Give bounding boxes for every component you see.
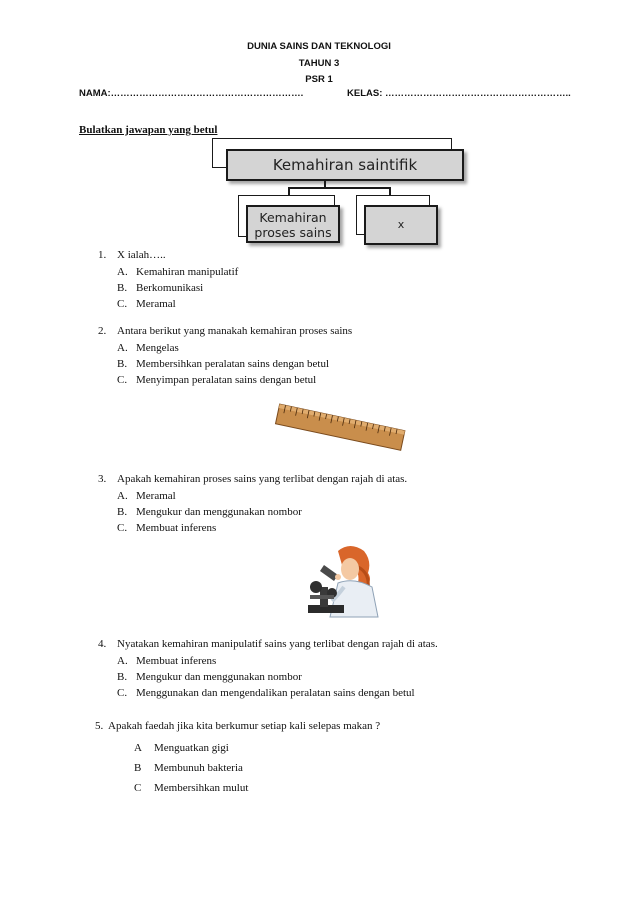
diagram-root-box: Kemahiran saintifik	[226, 149, 464, 181]
option-text[interactable]: Meramal	[136, 490, 176, 502]
girl-with-microscope-image	[298, 543, 388, 621]
question-number: 1.	[98, 249, 107, 261]
option-text[interactable]: Mengukur dan menggunakan nombor	[136, 671, 302, 683]
question-text: Apakah kemahiran proses sains yang terlibat dengan rajah di atas.	[117, 473, 408, 485]
title-line-2: TAHUN 3	[298, 58, 340, 69]
diagram-child1-box	[246, 205, 340, 243]
option-letter[interactable]: B	[134, 762, 142, 774]
option-text[interactable]: Membuat inferens	[136, 655, 217, 667]
diagram-child1-line1: Kemahiran	[259, 210, 327, 225]
option-text[interactable]: Berkomunikasi	[136, 282, 204, 294]
option-letter[interactable]: B.	[117, 671, 128, 683]
option-text[interactable]: Mengelas	[136, 342, 179, 354]
ruler-icon	[270, 403, 408, 453]
diagram-child2-box: x	[364, 205, 438, 245]
option-text[interactable]: Meramal	[136, 298, 176, 310]
option-text[interactable]: Menyimpan peralatan sains dengan betul	[136, 374, 317, 386]
option-letter[interactable]: A.	[117, 342, 128, 354]
option-letter[interactable]: B.	[117, 282, 128, 294]
option-text[interactable]: Membunuh bakteria	[154, 762, 243, 774]
option-letter[interactable]: A.	[117, 490, 128, 502]
option-letter[interactable]: C.	[117, 687, 128, 699]
title-line-3: PSR 1	[305, 74, 333, 85]
option-text[interactable]: Membersihkan mulut	[154, 782, 249, 794]
option-text[interactable]: Kemahiran manipulatif	[136, 266, 239, 278]
option-letter[interactable]: C.	[117, 522, 128, 534]
option-letter[interactable]: A	[134, 742, 142, 754]
option-letter[interactable]: C.	[117, 374, 128, 386]
option-letter[interactable]: B.	[117, 358, 128, 370]
question-number: 4.	[98, 638, 107, 650]
option-text[interactable]: Menguatkan gigi	[154, 742, 229, 754]
class-field[interactable]: KELAS: …………………………………………………..	[347, 88, 571, 99]
question-text: Apakah faedah jika kita berkumur setiap kali selepas makan ?	[108, 720, 381, 732]
instruction: Bulatkan jawapan yang betul	[79, 124, 218, 136]
diagram-child1-line2: proses sains	[254, 225, 332, 240]
question-text: Antara berikut yang manakah kemahiran proses sains	[117, 325, 353, 337]
option-text[interactable]: Mengukur dan menggunakan nombor	[136, 506, 302, 518]
option-letter[interactable]: C	[134, 782, 142, 794]
question-number: 5.	[95, 720, 104, 732]
ruler-image	[270, 403, 408, 453]
microscope-icon	[298, 543, 388, 621]
option-text[interactable]: Membuat inferens	[136, 522, 217, 534]
option-text[interactable]: Menggunakan dan mengendalikan peralatan sains dengan betul	[136, 687, 415, 699]
question-text: Nyatakan kemahiran manipulatif sains yang terlibat dengan rajah di atas.	[117, 638, 438, 650]
question-number: 2.	[98, 325, 107, 337]
connector-line	[288, 187, 390, 189]
option-text[interactable]: Membersihkan peralatan sains dengan betul	[136, 358, 330, 370]
option-letter[interactable]: A.	[117, 655, 128, 667]
question-number: 3.	[98, 473, 107, 485]
option-letter[interactable]: B.	[117, 506, 128, 518]
title-line-1: DUNIA SAINS DAN TEKNOLOGI	[247, 41, 391, 52]
option-letter[interactable]: C.	[117, 298, 128, 310]
question-text: X ialah…..	[117, 249, 166, 261]
option-letter[interactable]: A.	[117, 266, 128, 278]
name-field[interactable]: NAMA:…………………………………………………….	[79, 88, 304, 99]
